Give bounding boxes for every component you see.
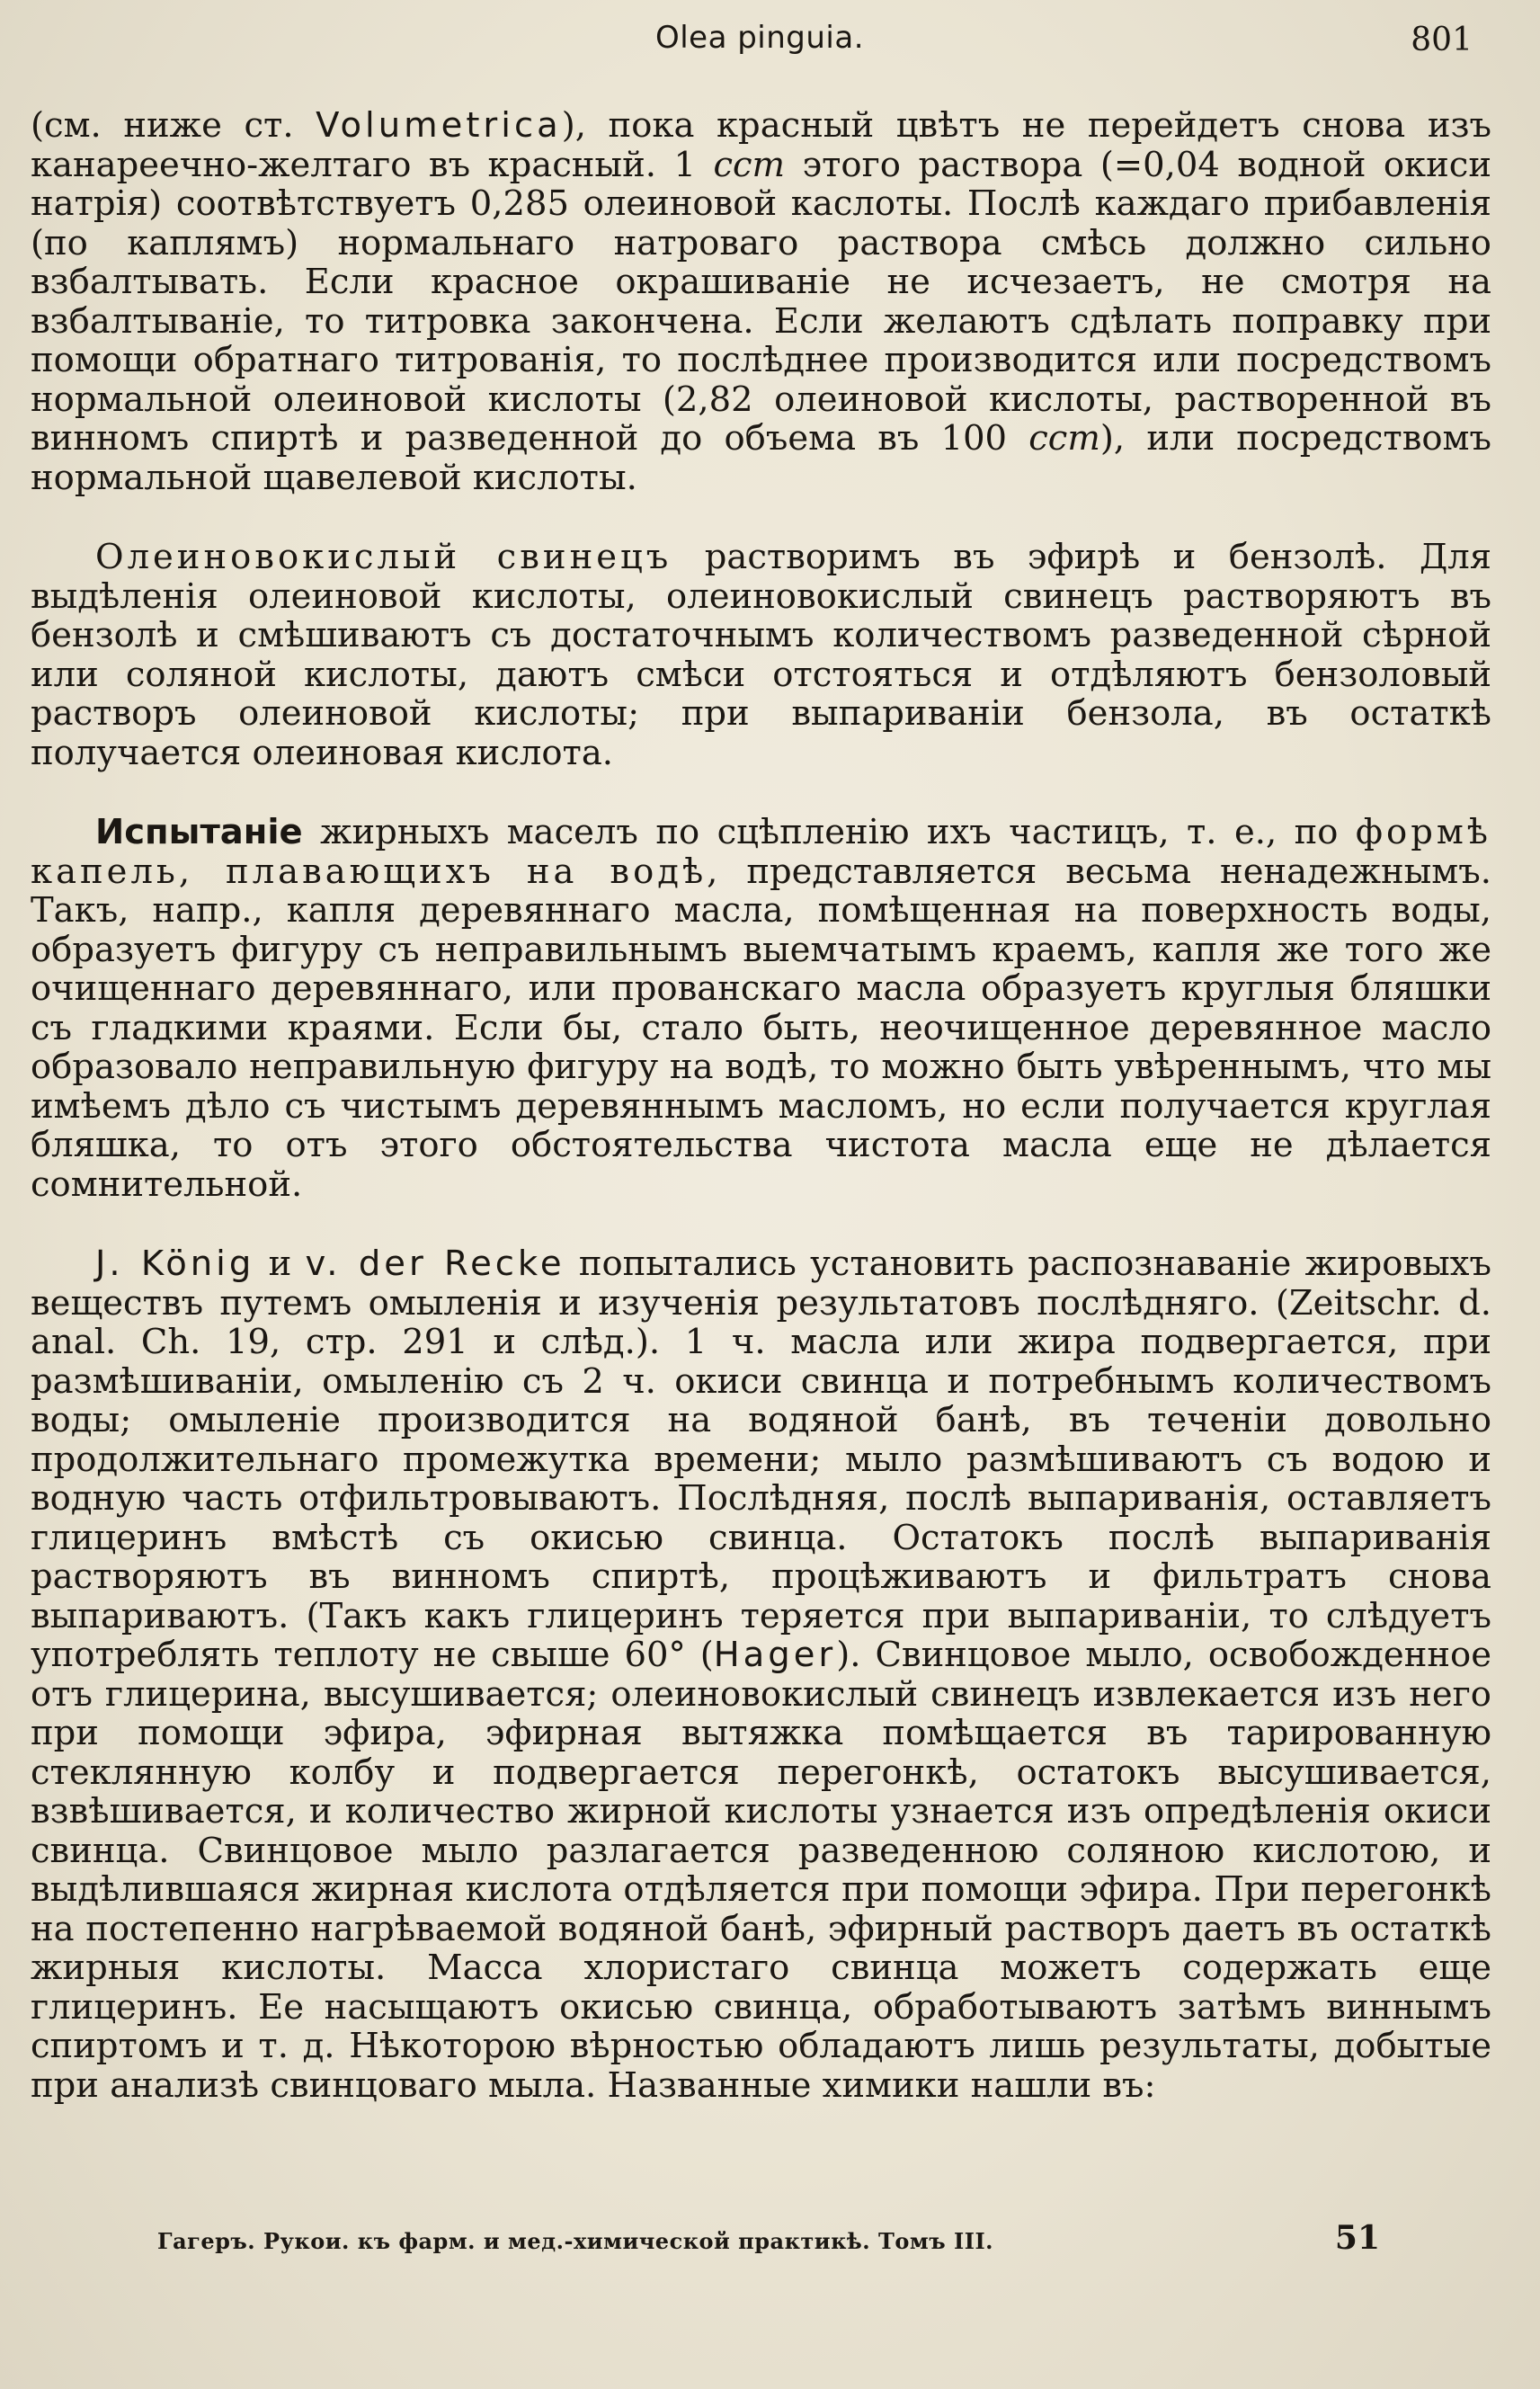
page-number: 801 (1411, 22, 1473, 58)
paragraph (31, 106, 1491, 497)
text-run: этого раствора (=0,04 водной окиси натрія) соотвѣтствуетъ 0,285 олеиновой каслоты. Послѣ каждаго прибавленія (по каплямъ) нормальнаго натроваго раствора смѣсь должно сильно взбалтывать. Если красное окрашиваніе не исчезаетъ, не смотря на взбалтываніе, то титровка закончена. Если желаютъ сдѣлать поправку при помощи обратнаго титрованія, то послѣднее производится или посредствомъ нормальной олеиновой кислоты (2,82 олеиновой кислоты, растворенной въ винномъ спиртѣ и разведенной до объема въ 100 (31, 144, 1491, 459)
text-run: растворимъ въ эфирѣ и бензолѣ. Для выдѣленія олеиновой кислоты, олеиновокислый свинецъ растворяютъ въ бензолѣ и смѣшиваютъ съ достаточнымъ количествомъ разведенной сѣрной или соляной кислоты, даютъ смѣси отстояться и отдѣляютъ бензоловый растворъ олеиновой кислоты; при выпариваніи бензола, въ остаткѣ получается олеиновая кислота. (31, 537, 1491, 773)
text-run: ), или посредствомъ нормальной щавелевой кислоты. (31, 418, 1491, 498)
text-run: ), пока красный цвѣтъ не перейдетъ снова изъ канареечно-желтаго въ красный. 1 (31, 105, 1491, 185)
text-run: (см. ниже ст. (31, 105, 316, 146)
page-header (27, 20, 1492, 65)
text-run: ccm (713, 144, 786, 185)
text-run: ccm (1028, 418, 1100, 459)
text-run: Испытаніе (95, 812, 303, 852)
body-text (31, 106, 1491, 2105)
text-run: J. König (95, 1244, 255, 1284)
text-run: , представляется весьма ненадежнымъ. Такъ, напр., капля деревяннаго масла, помѣщенная на поверхность воды, образуетъ фигуру съ неправильнымъ выемчатымъ краемъ, капля же того же очищеннаго деревяннаго, или прованскаго масла образуетъ круглыя бляшки съ гладкими краями. Если бы, стало быть, неочищенное деревянное масло образовало неправильную фигуру на водѣ, то можно быть увѣреннымъ, что мы имѣемъ дѣло съ чистымъ деревяннымъ масломъ, но если получается круглая бляшка, то отъ этого обстоятельства чистота масла еще не дѣлается сомнительной. (31, 851, 1491, 1205)
text-run: ). Свинцовое мыло, освобожденное отъ глицерина, высушивается; олеиновокислый свинецъ извлекается изъ него при помощи эфира, эфирная вытяжка помѣщается въ тарированную стеклянную колбу и подвергается перегонкѣ, остатокъ высушивается, взвѣшивается, и количество жирной кислоты узнается изъ опредѣленія окиси свинца. Свинцовое мыло разлагается разведенною соляною кислотою, и выдѣлившаяся жирная кислота отдѣляется при помощи эфира. При перегонкѣ на постепенно нагрѣваемой водяной банѣ, эфирный растворъ даетъ въ остаткѣ жирныя кислоты. Масса хлористаго свинца можетъ содержать еще глицеринъ. Ее насыщаютъ окисью свинца, обработываютъ затѣмъ виннымъ спиртомъ и т. д. Нѣкоторою вѣрностью обладаютъ лишь результаты, добытые при анализѣ свинцоваго мыла. Названные химики нашли въ: (31, 1635, 1492, 2106)
signature-mark: 51 (1334, 2219, 1380, 2257)
text-run: Hager (713, 1635, 837, 1675)
text-run: попытались установить распознаваніе жировыхъ веществъ путемъ омыленія и изученія результатовъ послѣдняго. (Zeitschr. d. anal. Ch. 19, стр. 291 и слѣд.). 1 ч. масла или жира подвергается, при размѣшиваніи, омыленію съ 2 ч. окиси свинца и потребнымъ количествомъ воды; омыленіе производится на водяной банѣ, въ теченіи довольно продолжительнаго промежутка времени; мыло размѣшиваютъ съ водою и водную часть отфильтровываютъ. Послѣдняя, послѣ выпариванія, оставляетъ глицеринъ вмѣстѣ съ окисью свинца. Остатокъ послѣ выпариванія растворяютъ въ винномъ спиртѣ, процѣживаютъ и фильтратъ снова выпариваютъ. (Такъ какъ глицеринъ теряется при выпариваніи, то слѣдуетъ употреблять теплоту не свыше 60° ( (31, 1244, 1491, 1675)
paragraph (31, 813, 1491, 1204)
running-title: Olea pinguia. (654, 20, 865, 56)
footer-imprint: Гагеръ. Рукои. къ фарм. и мед.-химической практикѣ. Томъ III. (157, 2228, 994, 2254)
page-footer (157, 2219, 1380, 2264)
text-run: Volumetrica (316, 105, 562, 146)
text-run: Олеиновокислый свинецъ (95, 537, 672, 577)
text-run: v. der Recke (305, 1244, 565, 1284)
text-run: жирныхъ маселъ по сцѣпленію ихъ частицъ, т. е., по (302, 812, 1356, 852)
paragraph (31, 1244, 1491, 2105)
paragraph (31, 538, 1491, 772)
text-run: и (254, 1244, 306, 1284)
text-run: формѣ капель, плавающихъ на водѣ (31, 812, 1491, 892)
